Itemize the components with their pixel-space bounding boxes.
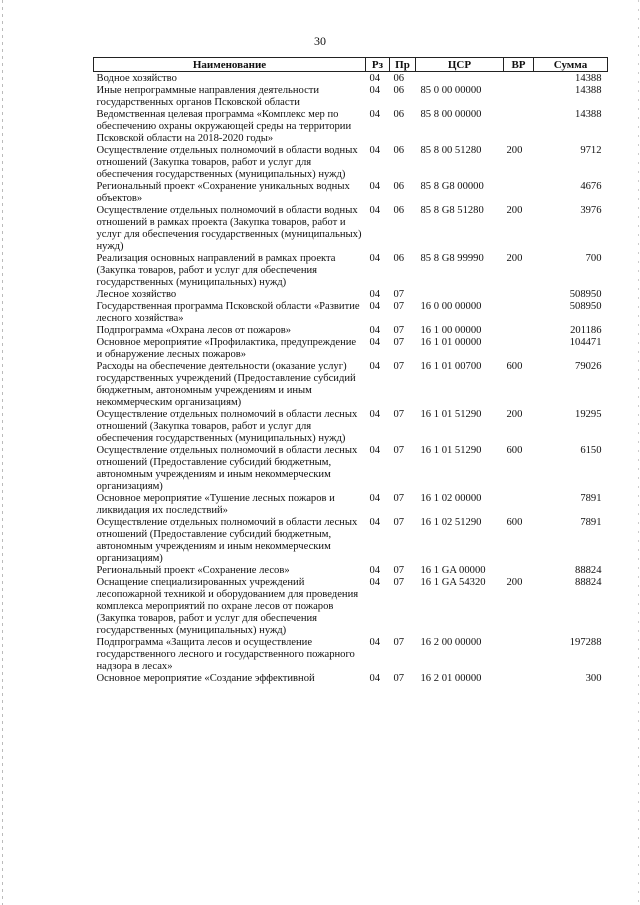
cell-csr: 16 1 00 00000 [420,325,482,336]
cell-name: Осуществление отдельных полномочий в области лесных отношений (Предоставление субсидий бюджетным, автономным учреждениям и иным некоммерческим организациям) [96,517,358,564]
cell-sum: 300 [585,673,602,684]
table-row [94,289,608,301]
cell-sum: 6150 [580,445,602,456]
cell-pr: 06 [393,73,405,84]
cell-pr: 07 [393,445,405,456]
cell-csr: 85 8 G8 99990 [420,253,484,264]
cell-sum: 7891 [580,493,602,504]
cell-pr: 07 [393,577,405,588]
cell-pr: 07 [393,409,405,420]
cell-sum: 9712 [580,145,602,156]
table-row [94,577,608,637]
cell-sum: 201186 [570,325,602,336]
cell-sum: 88824 [575,565,602,576]
cell-vr [504,72,534,86]
cell-rz: 04 [369,409,381,420]
cell-pr: 07 [393,301,405,312]
cell-pr: 06 [393,205,405,216]
cell-sum: 14388 [575,85,602,96]
cell-rz: 04 [369,181,381,192]
cell-vr: 200 [506,253,523,264]
table-row [94,673,608,685]
cell-csr: 16 1 02 00000 [420,493,482,504]
cell-sum: 79026 [575,361,602,372]
header-pr: Пр [390,58,416,72]
cell-csr: 16 1 GA 00000 [420,565,486,576]
cell-vr [504,289,534,301]
table-row [94,301,608,325]
cell-rz: 04 [369,301,381,312]
cell-rz: 04 [369,577,381,588]
table-body [94,72,608,686]
header-vr: ВР [504,58,534,72]
cell-name: Подпрограмма «Охрана лесов от пожаров» [96,325,292,336]
cell-pr: 07 [393,361,405,372]
cell-vr [504,85,534,109]
cell-name: Лесное хозяйство [96,289,177,300]
cell-name: Подпрограмма «Защита лесов и осуществление государственного лесного и государственного пожарного надзора в лесах» [96,637,355,672]
cell-vr: 600 [506,517,523,528]
cell-vr [504,637,534,673]
cell-csr: 85 8 G8 51280 [420,205,484,216]
cell-sum: 88824 [575,577,602,588]
cell-pr: 06 [393,253,405,264]
table-row [94,493,608,517]
cell-rz: 04 [369,73,381,84]
table-row [94,72,608,86]
cell-sum: 19295 [575,409,602,420]
cell-sum: 508950 [569,301,602,312]
cell-name: Ведомственная целевая программа «Комплекс мер по обеспечению охраны окружающей среды на территории Псковской области на 2018-2020 годы» [96,109,352,144]
table-row [94,85,608,109]
scan-edge-right [638,0,639,905]
cell-vr [504,673,534,685]
cell-vr [504,337,534,361]
cell-name: Реализация основных направлений в рамках проекта (Закупка товаров, работ и услуг для обеспечения государственных (муниципальных) нужд) [96,253,336,288]
cell-vr: 200 [506,409,523,420]
cell-csr: 16 1 01 51290 [420,445,482,456]
cell-name: Осуществление отдельных полномочий в области водных отношений (Закупка товаров, работ и услуг для обеспечения государственных (муниципальных) нужд) [96,145,358,180]
table-row [94,565,608,577]
cell-name: Расходы на обеспечение деятельности (оказание услуг) государственных учреждений (Предоставление субсидий бюджетным, автономным учреждениям и иным некоммерческим организациям) [96,361,356,408]
cell-name: Региональный проект «Сохранение лесов» [96,565,290,576]
cell-name: Основное мероприятие «Создание эффективной [96,673,315,684]
cell-csr: 85 8 00 00000 [420,109,482,120]
table-row [94,205,608,253]
cell-vr: 600 [506,445,523,456]
cell-csr: 16 0 00 00000 [420,301,482,312]
page-number: 30 [314,34,326,48]
cell-pr: 07 [393,565,405,576]
cell-name: Оснащение специализированных учреждений лесопожарной техникой и оборудованием для проведения комплекса мероприятий по охране лесов от пожаров (Закупка товаров, работ и услуг для обеспечения государственных (муниципальных) нужд) [96,577,359,636]
cell-rz: 04 [369,637,381,648]
cell-sum: 3976 [580,205,602,216]
cell-csr: 16 1 GA 54320 [420,577,486,588]
table-row [94,361,608,409]
cell-sum: 104471 [569,337,602,348]
cell-name: Основное мероприятие «Профилактика, предупреждение и обнаружение лесных пожаров» [96,337,357,360]
cell-vr [504,181,534,205]
cell-rz: 04 [369,253,381,264]
cell-rz: 04 [369,445,381,456]
table-row [94,325,608,337]
cell-csr: 16 1 02 51290 [420,517,482,528]
cell-name: Региональный проект «Сохранение уникальных водных объектов» [96,181,350,204]
cell-sum: 700 [585,253,602,264]
cell-csr: 16 1 01 00700 [420,361,482,372]
cell-csr [416,289,504,301]
table-row [94,409,608,445]
cell-sum: 7891 [580,517,602,528]
cell-rz: 04 [369,109,381,120]
cell-sum: 14388 [575,73,602,84]
table-row [94,517,608,565]
cell-rz: 04 [369,325,381,336]
cell-pr: 07 [393,517,405,528]
cell-name: Основное мероприятие «Тушение лесных пожаров и ликвидация их последствий» [96,493,335,516]
cell-name: Водное хозяйство [96,73,177,84]
cell-rz: 04 [369,493,381,504]
cell-rz: 04 [369,337,381,348]
cell-csr: 16 2 00 00000 [420,637,482,648]
table-row [94,637,608,673]
cell-pr: 07 [393,637,405,648]
cell-rz: 04 [369,85,381,96]
cell-pr: 06 [393,109,405,120]
cell-csr: 16 1 01 00000 [420,337,482,348]
header-sum: Сумма [534,58,608,72]
cell-rz: 04 [369,673,381,684]
cell-vr [504,565,534,577]
cell-name: Осуществление отдельных полномочий в области лесных отношений (Закупка товаров, работ и услуг для обеспечения государственных (муниципальных) нужд) [96,409,358,444]
cell-rz: 04 [369,565,381,576]
cell-name: Осуществление отдельных полномочий в области лесных отношений (Предоставление субсидий бюджетным, автономным учреждениям и иным некоммерческим организациям) [96,445,358,492]
header-rz: Рз [366,58,390,72]
cell-rz: 04 [369,205,381,216]
cell-rz: 04 [369,145,381,156]
cell-csr: 85 0 00 00000 [420,85,482,96]
budget-table [93,57,608,685]
cell-vr: 200 [506,145,523,156]
cell-vr [504,301,534,325]
cell-pr: 07 [393,325,405,336]
cell-sum: 197288 [569,637,602,648]
cell-vr: 600 [506,361,523,372]
cell-pr: 06 [393,181,405,192]
cell-rz: 04 [369,289,381,300]
cell-sum: 14388 [575,109,602,120]
cell-vr: 200 [506,205,523,216]
table-row [94,445,608,493]
cell-vr [504,325,534,337]
cell-pr: 07 [393,289,405,300]
cell-csr: 85 8 G8 00000 [420,181,484,192]
cell-name: Иные непрограммные направления деятельности государственных органов Псковской области [96,85,320,108]
cell-name: Осуществление отдельных полномочий в области водных отношений в рамках проекта (Закупка товаров, работ и услуг для обеспечения государственных (муниципальных) нужд) [96,205,362,252]
cell-csr: 16 1 01 51290 [420,409,482,420]
table-row [94,181,608,205]
cell-name: Государственная программа Псковской области «Развитие лесного хозяйства» [96,301,360,324]
cell-vr [504,493,534,517]
header-name: Наименование [94,58,366,72]
cell-sum: 508950 [569,289,602,300]
cell-csr: 85 8 00 51280 [420,145,482,156]
table-header-row [94,58,608,72]
cell-csr [416,72,504,86]
cell-rz: 04 [369,517,381,528]
scan-edge-left [2,0,3,905]
cell-pr: 07 [393,493,405,504]
cell-pr: 06 [393,85,405,96]
cell-pr: 06 [393,145,405,156]
cell-csr: 16 2 01 00000 [420,673,482,684]
cell-pr: 07 [393,337,405,348]
cell-sum: 4676 [580,181,602,192]
table-row [94,337,608,361]
table-row [94,253,608,289]
cell-vr: 200 [506,577,523,588]
table-row [94,145,608,181]
cell-rz: 04 [369,361,381,372]
header-csr: ЦСР [416,58,504,72]
cell-pr: 07 [393,673,405,684]
table-row [94,109,608,145]
cell-vr [504,109,534,145]
